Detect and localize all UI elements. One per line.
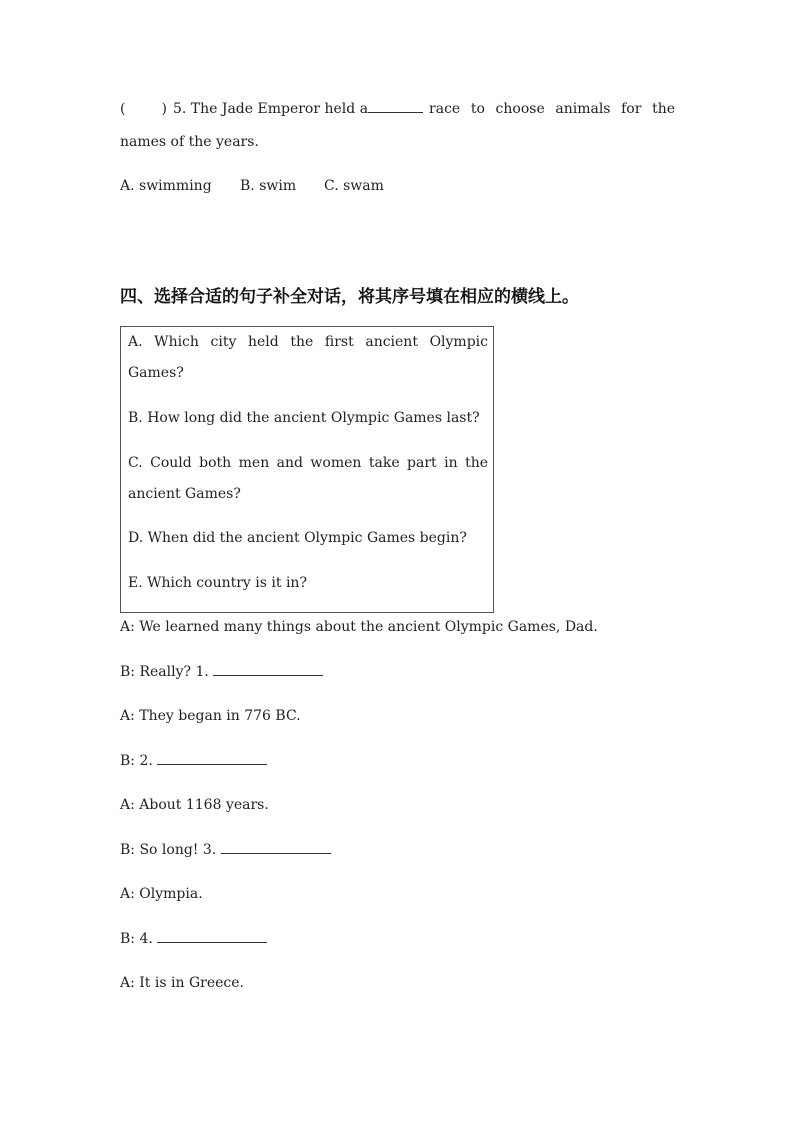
dialogue-line-5: A: About 1168 years.	[120, 797, 269, 813]
answer-blank-4[interactable]	[157, 941, 267, 943]
option-d: D. When did the ancient Olympic Games begin?	[128, 530, 467, 546]
option-e: E. Which country is it in?	[128, 575, 307, 591]
dialogue-line-8: B: 4.	[120, 931, 267, 947]
dialogue-line-6: B: So long! 3.	[120, 842, 331, 858]
answer-paren[interactable]: ( )	[120, 101, 167, 117]
question-5-choice-a: A. swimming	[120, 178, 212, 194]
dialogue-line-2: B: Really? 1.	[120, 664, 323, 680]
question-5-text-before: 5. The Jade Emperor held a	[172, 101, 369, 117]
answer-blank-3[interactable]	[221, 852, 331, 854]
question-5-choice-c: C. swam	[324, 178, 384, 194]
option-b: B. How long did the ancient Olympic Games last?	[128, 410, 480, 426]
question-5-choice-b: B. swim	[240, 178, 297, 194]
dialogue-line-7: A: Olympia.	[120, 886, 203, 902]
question-5-text-after: race to choose animals for the	[429, 101, 675, 117]
dialogue-line-1: A: We learned many things about the ancient Olympic Games, Dad.	[120, 619, 598, 635]
answer-blank-1[interactable]	[213, 674, 323, 676]
options-box	[120, 326, 494, 613]
question-5-continuation: names of the years.	[120, 134, 259, 150]
dialogue-line-9: A: It is in Greece.	[120, 975, 244, 991]
question-5	[120, 101, 675, 117]
option-c: C. Could both men and women take part in the ancient Games?	[128, 455, 488, 502]
dialogue-line-4: B: 2.	[120, 753, 267, 769]
dialogue-line-3: A: They began in 776 BC.	[120, 708, 301, 724]
option-a: A. Which city held the first ancient Olympic Games?	[128, 334, 488, 381]
section-4-heading: 四、选择合适的句子补全对话，将其序号填在相应的横线上。	[120, 287, 579, 307]
question-5-blank[interactable]	[368, 111, 423, 113]
answer-blank-2[interactable]	[157, 763, 267, 765]
